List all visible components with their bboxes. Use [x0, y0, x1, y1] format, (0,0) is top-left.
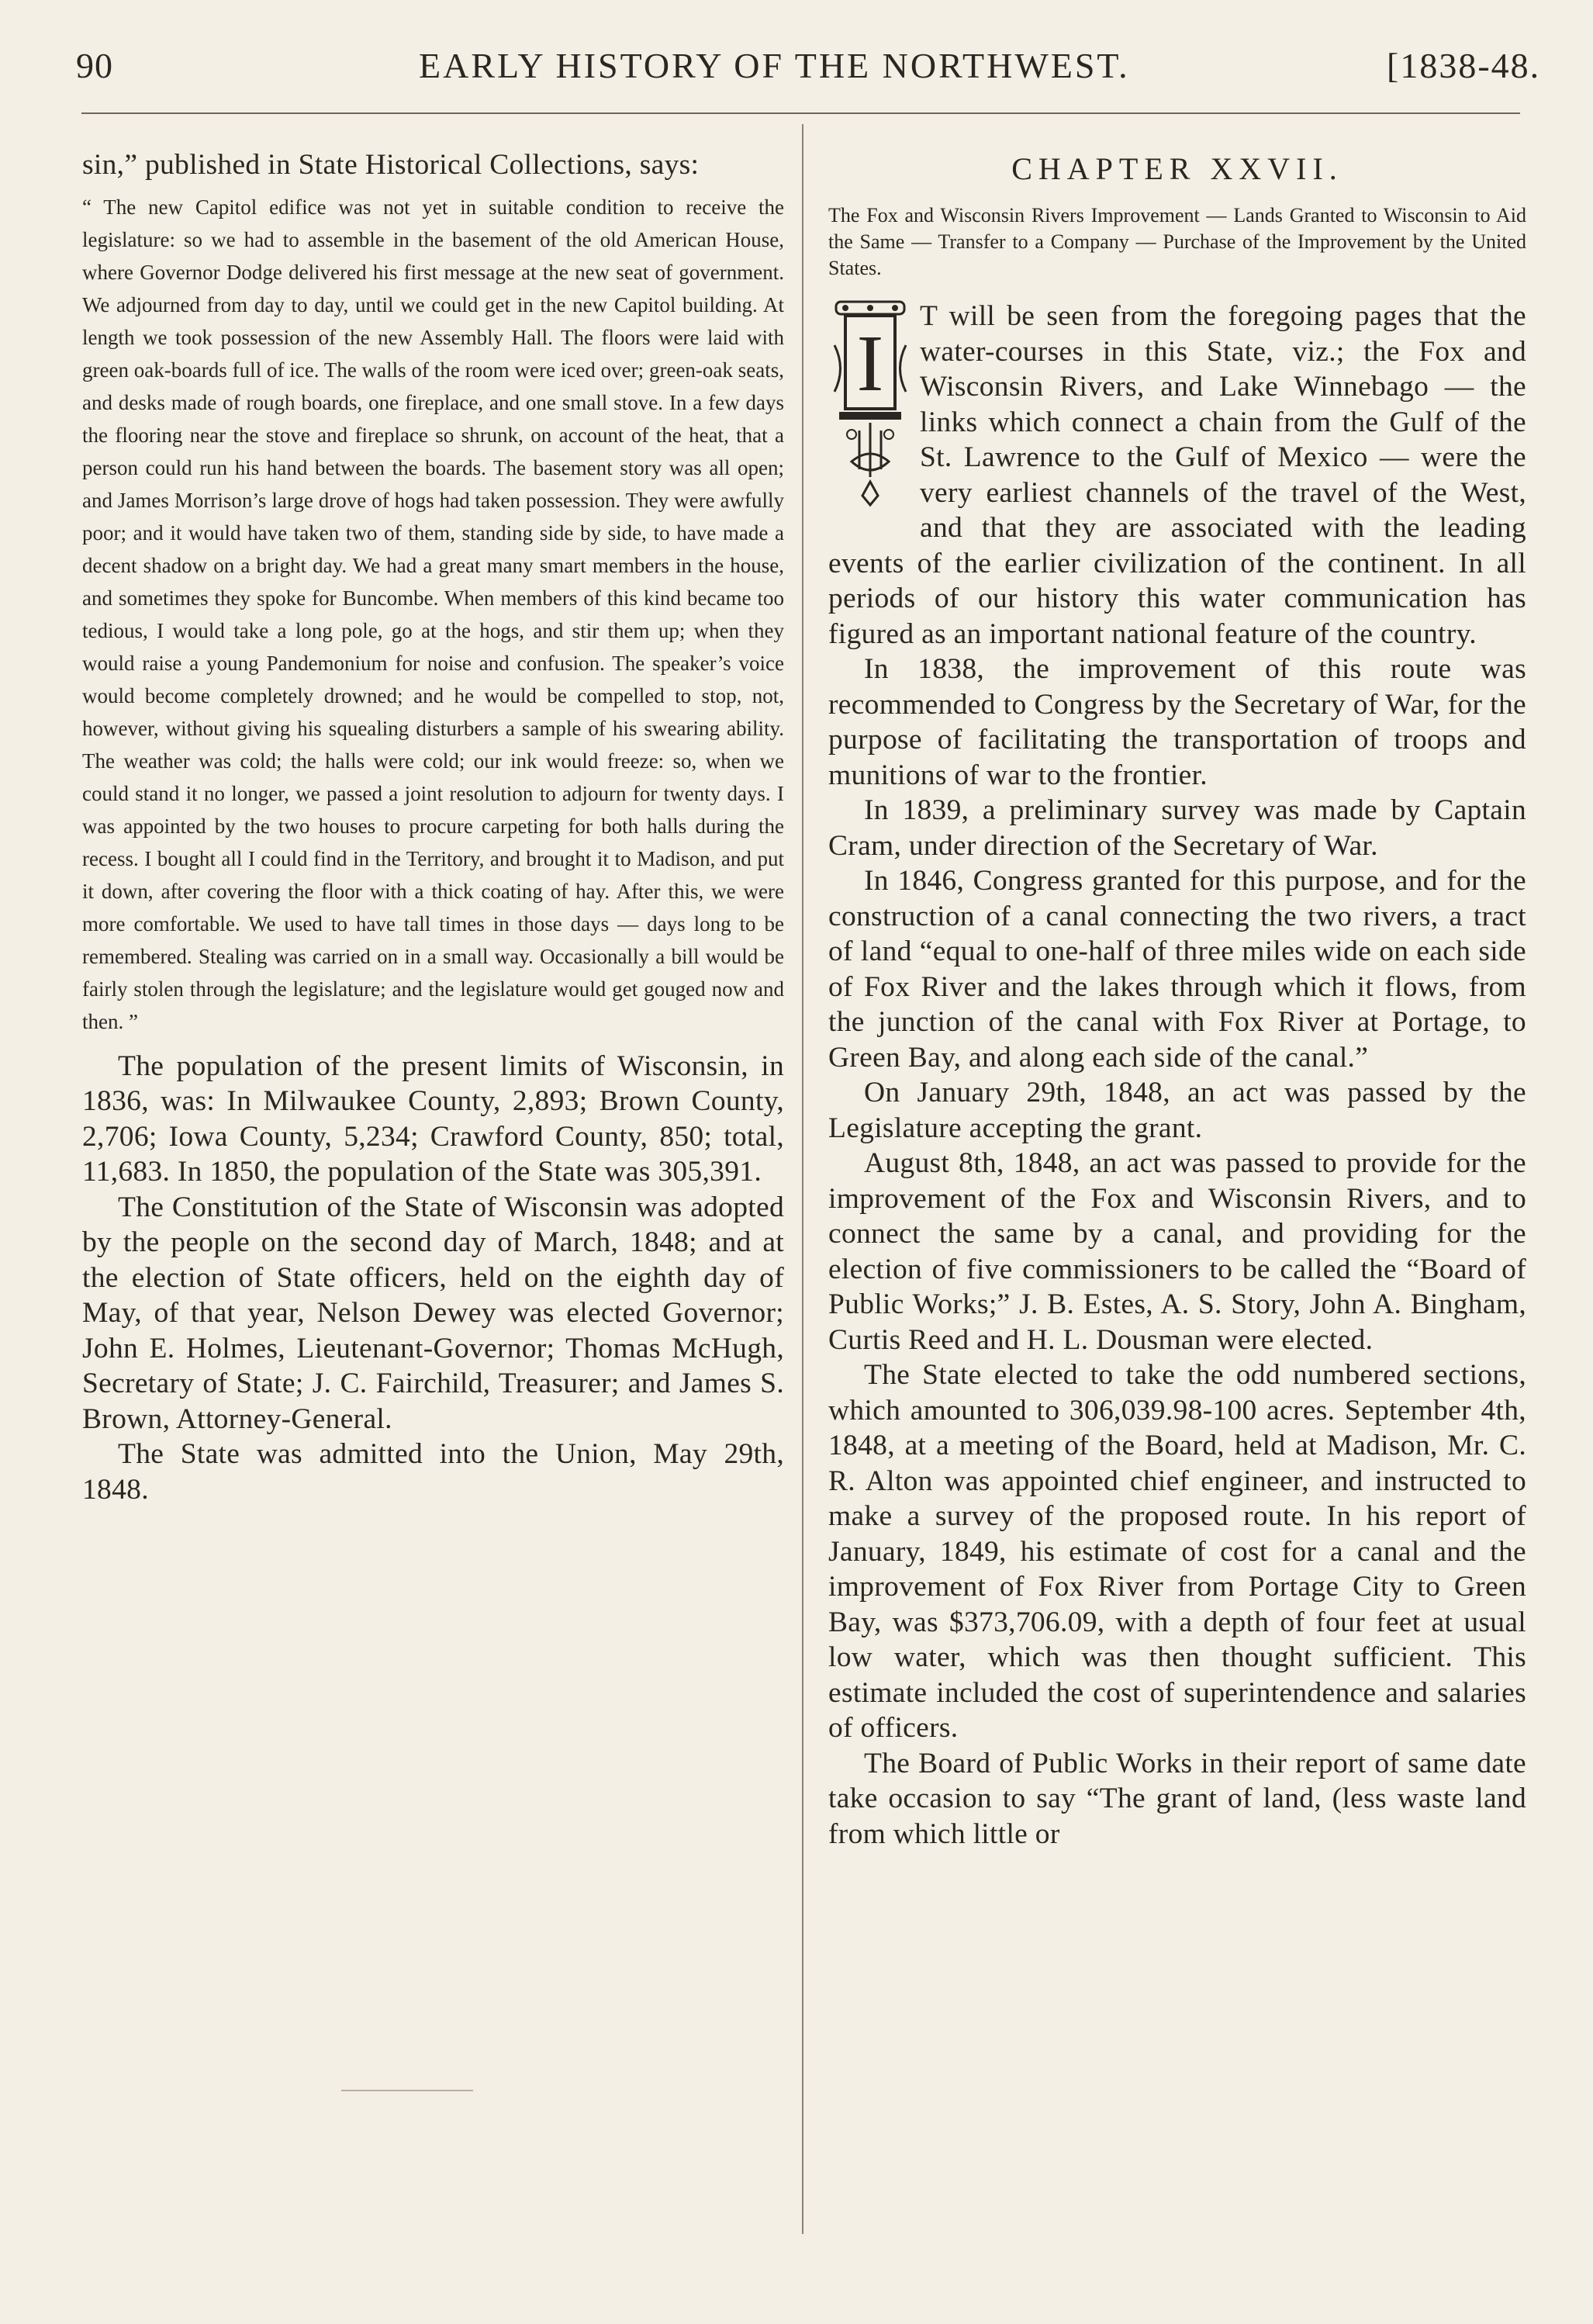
paragraph-january-1848: On January 29th, 1848, an act was passed by the Legislature accepting the grant. — [828, 1077, 1526, 1144]
page-number: 90 — [76, 46, 113, 85]
paragraph-admission: The State was admitted into the Union, May 29th, 1848. — [82, 1438, 784, 1506]
quote-intro: sin,” published in State Historical Collections, says: — [82, 149, 700, 181]
ornamental-initial-icon — [828, 299, 912, 511]
chapter-synopsis: The Fox and Wisconsin Rivers Improvement — Lands Granted to Wisconsin to Aid the Same — Transfer to a Company — Purchase of the Improvement by the United States. — [828, 204, 1526, 279]
paragraph-august-1848: August 8th, 1848, an act was passed to provide for the improvement of the Fox and Wisconsin Rivers, and to connect the same by a canal, and providing for the election of five commissioners to be called the “Board of Public Works;” J. B. Estes, A. S. Story, John A. Bingham, Curtis Reed and H. L. Dousman were elected. — [828, 1147, 1526, 1356]
header-rule — [81, 112, 1520, 114]
initial-letter: I — [856, 319, 884, 408]
paragraph-constitution: The Constitution of the State of Wisconsin was adopted by the people on the second day of March, 1848; and at the election of State officers, held on the eighth day of May, of that year, Nelson Dewey was elected Governor; John E. Holmes, Lieutenant-Governor; Thomas McHugh, Secretary of State; J. C. Fairchild, Treasurer; and James S. Brown, Attorney-General. — [82, 1191, 784, 1435]
chapter-title: CHAPTER XXVII. — [1011, 151, 1343, 186]
paragraph-board-report: The Board of Public Works in their report of same date take occasion to say “The grant of land, (less waste land from which little or — [828, 1747, 1526, 1850]
paragraph-1846: In 1846, Congress granted for this purpose, and for the construction of a canal connecting the two rivers, a tract of land “equal to one-half of three miles wide on each side of Fox River and the lakes through which it flows, from the junction of the canal with Fox River at Portage, to Green Bay, and along each side of the canal.” — [828, 865, 1526, 1074]
paragraph-water-courses: T will be seen from the foregoing pages that the water-courses in this State, viz.; the Fox and Wisconsin Rivers, and Lake Winnebago — the links which connect a chain from the Gulf of the St. Lawrence to the Gulf of Mexico — were the very earliest channels of the travel of the West, and that they are associated with the leading events of the earlier civilization of the continent. In all periods of our history this water communication has figured as an important national feature of the country. — [828, 300, 1526, 650]
date-range: [1838-48. — [1387, 46, 1541, 85]
running-title: EARLY HISTORY OF THE NORTHWEST. — [419, 46, 1130, 85]
block-quote: “ The new Capitol edifice was not yet in suitable condition to receive the legislature: so we had to assemble in the basement of the old American House, where Governor Dodge delivered his first message at the new seat of government. We adjourned from day to day, until we could get in the new Capitol building. At length we took possession of the new Assembly Hall. The floors were laid with green oak-boards full of ice. The walls of the room were iced over; green-oak seats, and desks made of rough boards, one fireplace, and one small stove. In a few days the flooring near the stove and fireplace so shrunk, on account of the heat, that a person could run his hand between the boards. The basement story was all open; and James Morrison’s large drove of hogs had taken possession. They were awfully poor; and it would have taken two of them, standing side by side, to have made a decent shadow on a bright day. We had a great many smart members in the house, and sometimes they spoke for Buncombe. When members of this kind became too tedious, I would take a long pole, go at the hogs, and stir them up; when they would raise a young Pandemonium for noise and confusion. The speaker’s voice would become completely drowned; and he would be compelled to stop, not, however, without giving his squealing disturbers a sample of his swearing ability. The weather was cold; the halls were cold; our ink would freeze: so, when we could stand it no longer, we passed a joint resolution to adjourn for twenty days. I was appointed by the two houses to procure carpeting for both halls during the recess. I bought all I could find in the Territory, and brought it to Madison, and put it down, after covering the floor with a thick coating of hay. After this, we were more comfortable. We used to have tall times in those days — days long to be remembered. Stealing was carried on in a small way. Occasionally a bill would be fairly stolen through the legislature; and the legislature would get gouged now and then. ” — [82, 195, 784, 1033]
paragraph-1838: In 1838, the improvement of this route was recommended to Congress by the Secretary of War, for the purpose of facilitating the transportation of troops and munitions of war to the frontier. — [828, 653, 1526, 791]
paragraph-population: The population of the present limits of Wisconsin, in 1836, was: In Milwaukee County, 2,893; Brown County, 2,706; Iowa County, 5,234; Crawford County, 850; total, 11,683. In 1850, the population of the State was 305,391. — [82, 1050, 784, 1188]
right-column — [828, 147, 1526, 1852]
left-column — [82, 147, 784, 1507]
running-header — [0, 45, 1593, 92]
section-end-rule — [341, 2090, 473, 2091]
opening-paragraph-block — [828, 299, 1526, 652]
paragraph-1839: In 1839, a preliminary survey was made by Captain Cram, under direction of the Secretary of War. — [828, 794, 1526, 862]
paragraph-odd-sections: The State elected to take the odd numbered sections, which amounted to 306,039.98-100 acres. September 4th, 1848, at a meeting of the Board, held at Madison, Mr. C. R. Alton was appointed chief engineer, and instructed to make a survey of the proposed route. In his report of January, 1849, his estimate of cost for a canal and the improvement of Fox River from Portage City to Green Bay, was $373,706.09, with a depth of four feet at usual low water, which was then thought sufficient. This estimate included the cost of superintendence and salaries of officers. — [828, 1359, 1526, 1744]
column-divider — [802, 124, 803, 2234]
